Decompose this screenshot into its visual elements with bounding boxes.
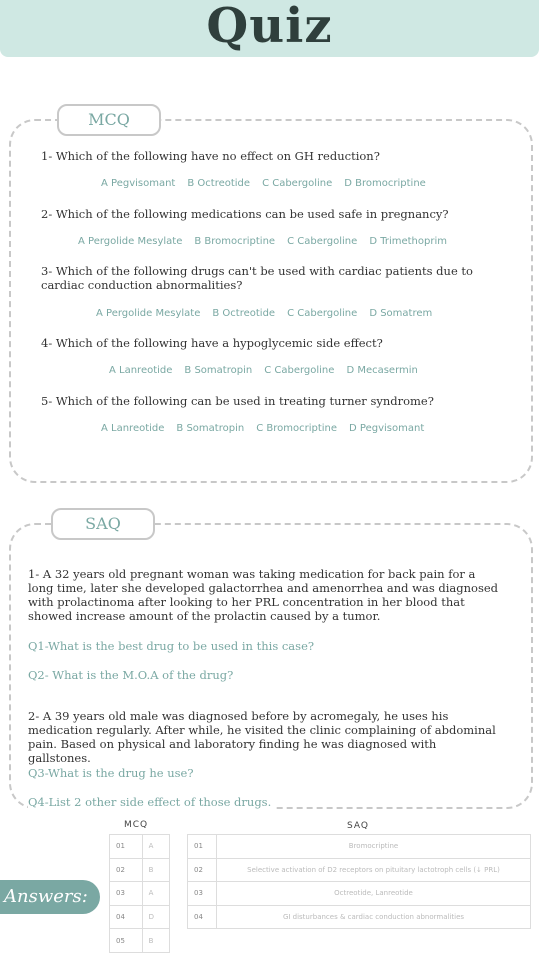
mcq-question-3: 3- Which of the following drugs can't be used with cardiac patients due to cardiac conduction abnormalities?	[41, 264, 473, 292]
saq-question-4: Q4-List 2 other side effect of those drugs.	[28, 795, 275, 809]
option-a[interactable]: A Lanreotide	[101, 423, 165, 434]
answer-value: A	[142, 882, 169, 906]
option-d[interactable]: D Bromocriptine	[344, 178, 426, 189]
page-title: Quiz	[206, 0, 333, 54]
mcq-answers-table	[109, 834, 170, 953]
option-a[interactable]: A Pegvisomant	[101, 178, 176, 189]
answers-badge: Answers:	[0, 880, 100, 914]
table-row	[188, 882, 531, 906]
saq-tab: SAQ	[51, 508, 155, 540]
answer-number: 02	[188, 858, 217, 882]
answer-value: B	[142, 929, 169, 953]
answer-value: GI disturbances & cardiac conduction abnormalities	[217, 905, 531, 929]
saq-answers-table	[187, 834, 531, 929]
table-row	[110, 882, 170, 906]
saq-question-3: Q3-What is the drug he use?	[28, 766, 194, 780]
option-b[interactable]: B Somatropin	[184, 365, 253, 376]
answer-number: 03	[188, 882, 217, 906]
answer-number: 04	[188, 905, 217, 929]
answer-value: B	[142, 858, 169, 882]
answer-number: 01	[188, 835, 217, 859]
saq-question-1: Q1-What is the best drug to be used in this case?	[28, 639, 315, 653]
table-row	[188, 835, 531, 859]
saq-question-2: Q2- What is the M.O.A of the drug?	[28, 668, 234, 682]
option-c[interactable]: C Bromocriptine	[256, 423, 338, 434]
answer-number: 04	[110, 905, 143, 929]
answer-value: D	[142, 905, 169, 929]
saq-answers-header: SAQ	[347, 821, 369, 831]
option-c[interactable]: C Cabergoline	[287, 236, 358, 247]
option-d[interactable]: D Pegvisomant	[349, 423, 425, 434]
mcq-options-4	[109, 365, 430, 376]
mcq-question-5: 5- Which of the following can be used in treating turner syndrome?	[41, 394, 434, 408]
option-c[interactable]: C Cabergoline	[264, 365, 335, 376]
option-b[interactable]: B Somatropin	[176, 423, 245, 434]
table-row	[110, 835, 170, 859]
saq-case-1: 1- A 32 years old pregnant woman was taking medication for back pain for a long time, later she developed galactorrhea and amenorrhea and was diagnosed with prolactinoma after looking to her PRL concentration in her blood that showed increase amount of the prolactin caused by a tumor.	[28, 567, 499, 623]
mcq-question-2: 2- Which of the following medications can be used safe in pregnancy?	[41, 207, 449, 221]
answer-number: 03	[110, 882, 143, 906]
mcq-options-3	[96, 308, 444, 319]
mcq-tab: MCQ	[57, 104, 161, 136]
table-row	[110, 905, 170, 929]
answer-value: Octreotide, Lanreotide	[217, 882, 531, 906]
option-a[interactable]: A Lanreotide	[109, 365, 173, 376]
answer-number: 02	[110, 858, 143, 882]
option-a[interactable]: A Pergolide Mesylate	[78, 236, 183, 247]
mcq-options-2	[78, 236, 459, 247]
table-row	[110, 929, 170, 953]
saq-case-2: 2- A 39 years old male was diagnosed before by acromegaly, he uses his medication regularly. After while, he visited the clinic complaining of abdominal pain. Based on physical and laboratory finding he was diagnosed with gallstones.	[28, 709, 496, 765]
option-b[interactable]: B Octreotide	[187, 178, 251, 189]
answer-value: Selective activation of D2 receptors on pituitary lactotroph cells (↓ PRL)	[217, 858, 531, 882]
table-row	[188, 905, 531, 929]
mcq-options-1	[101, 178, 438, 189]
mcq-answers-header: MCQ	[124, 820, 149, 830]
answer-number: 05	[110, 929, 143, 953]
option-d[interactable]: D Mecasermin	[346, 365, 418, 376]
option-c[interactable]: C Cabergoline	[287, 308, 358, 319]
answer-number: 01	[110, 835, 143, 859]
answer-value: Bromocriptine	[217, 835, 531, 859]
mcq-question-1: 1- Which of the following have no effect on GH reduction?	[41, 149, 380, 163]
option-b[interactable]: B Bromocriptine	[194, 236, 276, 247]
answer-value: A	[142, 835, 169, 859]
option-d[interactable]: D Somatrem	[369, 308, 433, 319]
option-b[interactable]: B Octreotide	[212, 308, 276, 319]
table-row	[110, 858, 170, 882]
option-c[interactable]: C Cabergoline	[262, 178, 333, 189]
mcq-question-4: 4- Which of the following have a hypoglycemic side effect?	[41, 336, 383, 350]
option-d[interactable]: D Trimethoprim	[369, 236, 447, 247]
table-row	[188, 858, 531, 882]
mcq-options-5	[101, 423, 436, 434]
option-a[interactable]: A Pergolide Mesylate	[96, 308, 201, 319]
